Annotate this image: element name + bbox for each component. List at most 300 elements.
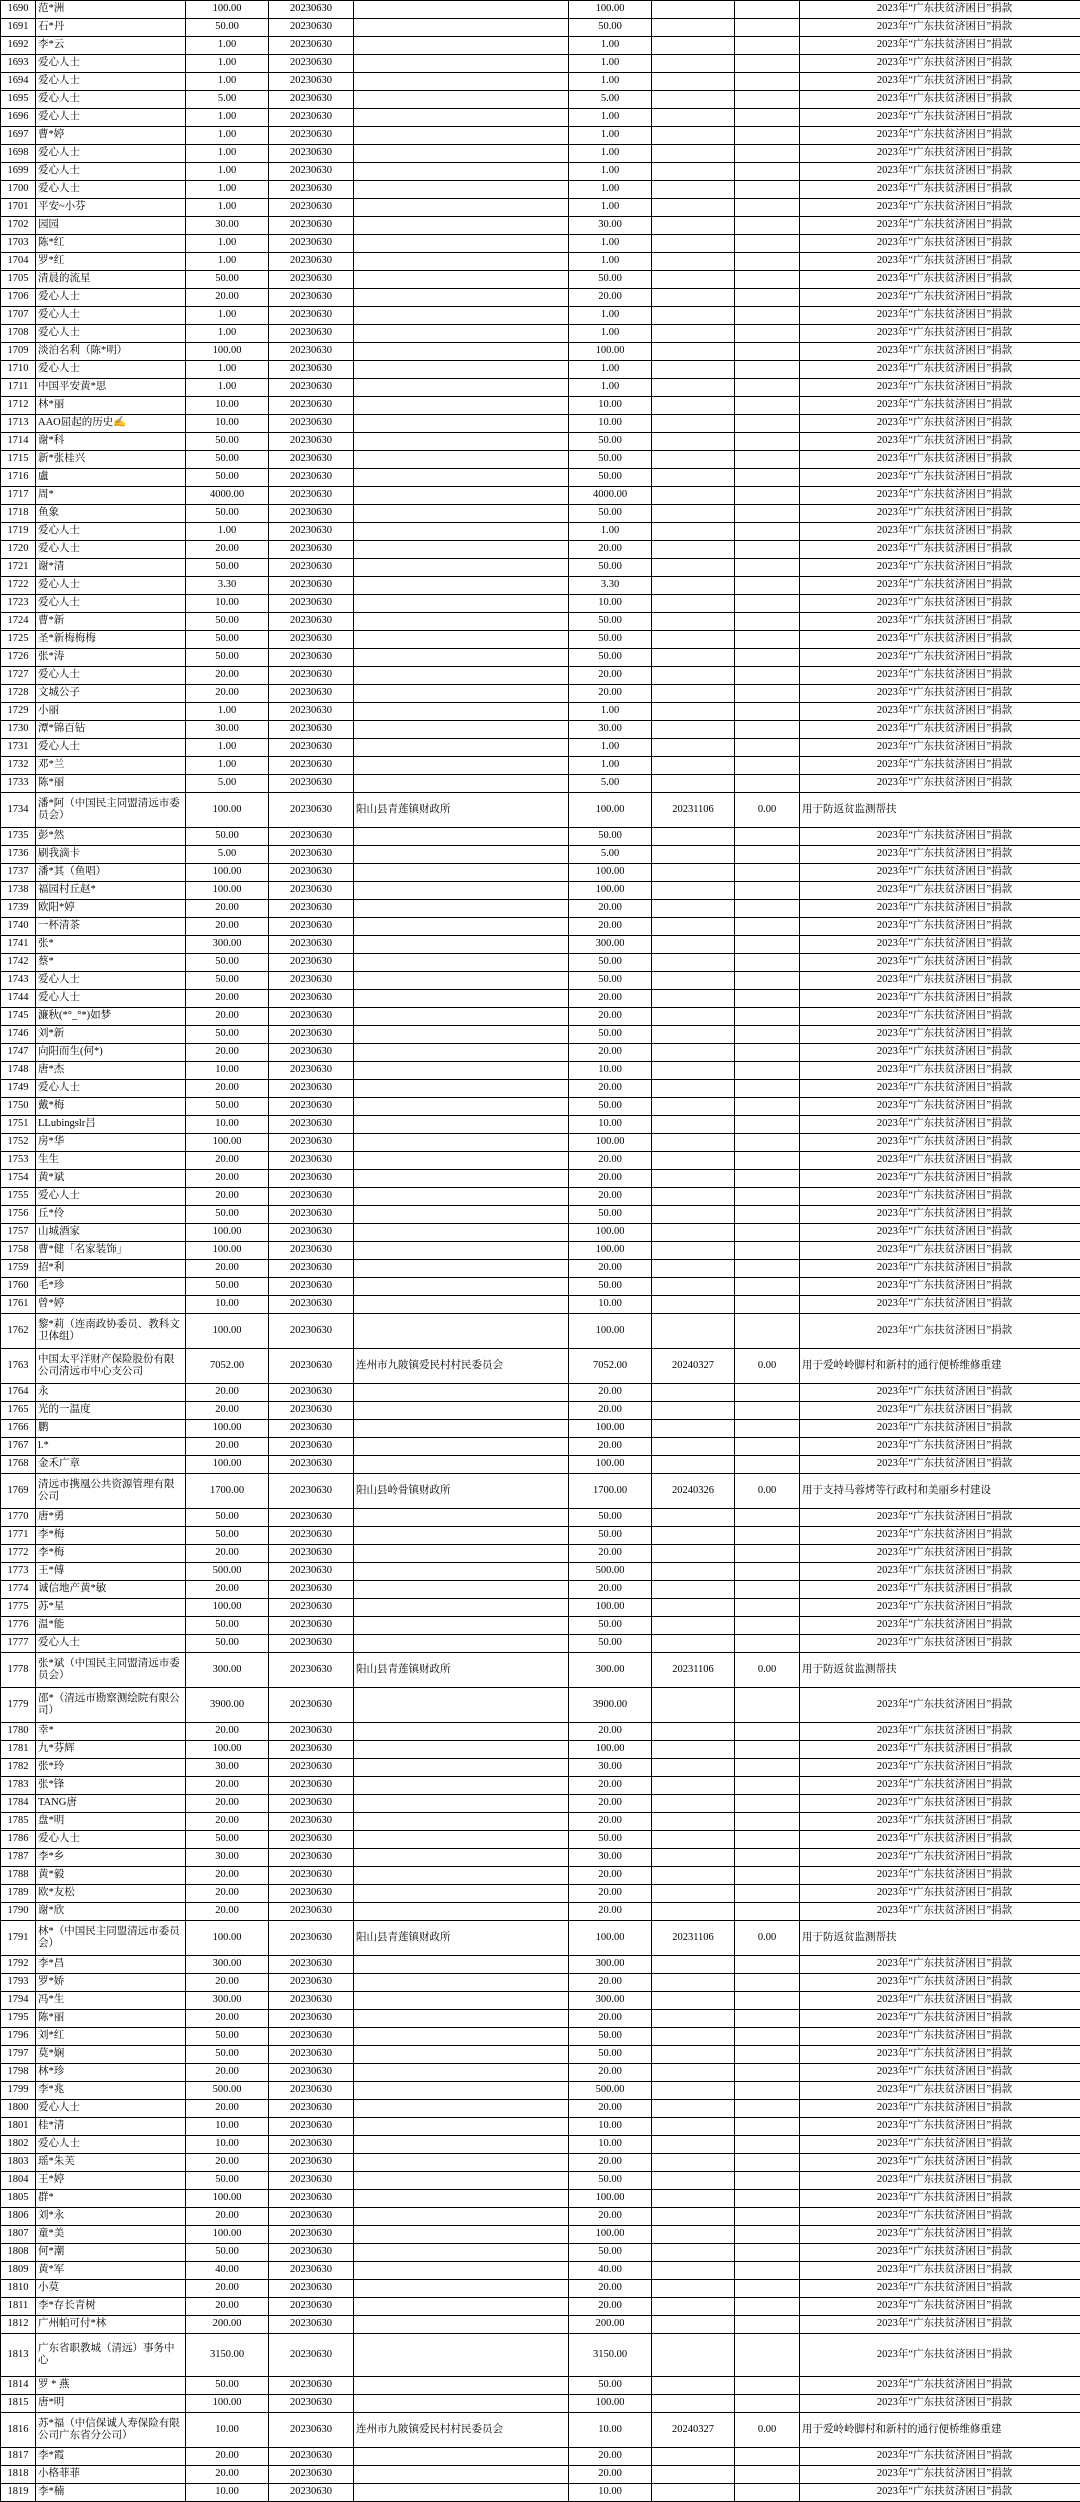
donation-amount: 50.00 (186, 649, 269, 667)
disbursed-date (652, 882, 735, 900)
disbursed-amount: 20.00 (569, 1188, 652, 1206)
purpose: 2023年“广东扶贫济困日”捐款 (800, 2484, 1080, 2502)
recipient-org: 连州市九陂镇爱民村村民委员会 (354, 2413, 569, 2448)
row-index: 1703 (1, 235, 36, 253)
disbursed-amount: 10.00 (569, 1062, 652, 1080)
recipient-org (354, 2028, 569, 2046)
donation-date: 20230630 (269, 1831, 354, 1849)
disbursed-date (652, 91, 735, 109)
donor-name: 罗*红 (36, 253, 186, 271)
donation-date: 20230630 (269, 1170, 354, 1188)
donor-name: 邵*（清远市勘察测绘院有限公司） (36, 1688, 186, 1723)
donation-amount: 100.00 (186, 1741, 269, 1759)
disbursed-amount: 1.00 (569, 325, 652, 343)
disbursed-amount: 1.00 (569, 55, 652, 73)
recipient-org (354, 1384, 569, 1402)
recipient-org (354, 757, 569, 775)
row-index: 1759 (1, 1260, 36, 1278)
donor-name: 爱心人士 (36, 1188, 186, 1206)
donation-amount: 10.00 (186, 595, 269, 613)
donor-name: 唐*杰 (36, 1062, 186, 1080)
row-index: 1782 (1, 1759, 36, 1777)
disbursed-amount: 20.00 (569, 1885, 652, 1903)
donation-amount: 500.00 (186, 2082, 269, 2100)
donation-amount: 1.00 (186, 127, 269, 145)
donation-date: 20230630 (269, 1581, 354, 1599)
row-index: 1791 (1, 1921, 36, 1956)
disbursed-amount: 10.00 (569, 1116, 652, 1134)
table-row (1, 2028, 1080, 2046)
balance (735, 2154, 800, 2172)
disbursed-date (652, 109, 735, 127)
table-row (1, 2100, 1080, 2118)
recipient-org (354, 2154, 569, 2172)
donation-date: 20230630 (269, 1653, 354, 1688)
row-index: 1737 (1, 864, 36, 882)
balance (735, 559, 800, 577)
purpose: 用于防返贫监测帮扶 (800, 793, 1080, 828)
disbursed-date (652, 235, 735, 253)
table-row (1, 523, 1080, 541)
purpose: 2023年“广东扶贫济困日”捐款 (800, 595, 1080, 613)
row-index: 1781 (1, 1741, 36, 1759)
donation-amount: 50.00 (186, 1527, 269, 1545)
disbursed-amount: 10.00 (569, 2136, 652, 2154)
disbursed-date (652, 1224, 735, 1242)
donation-date: 20230630 (269, 2208, 354, 2226)
donation-date: 20230630 (269, 1116, 354, 1134)
purpose: 2023年“广东扶贫济困日”捐款 (800, 559, 1080, 577)
purpose: 2023年“广东扶贫济困日”捐款 (800, 1242, 1080, 1260)
balance (735, 1224, 800, 1242)
disbursed-date (652, 2262, 735, 2280)
disbursed-date (652, 19, 735, 37)
balance (735, 253, 800, 271)
disbursed-amount: 50.00 (569, 2244, 652, 2262)
donor-name: 张*斌（中国民主同盟清远市委员会） (36, 1653, 186, 1688)
donation-date: 20230630 (269, 73, 354, 91)
disbursed-date (652, 1420, 735, 1438)
donation-amount: 50.00 (186, 631, 269, 649)
purpose: 2023年“广东扶贫济困日”捐款 (800, 1008, 1080, 1026)
table-row (1, 703, 1080, 721)
disbursed-date (652, 1044, 735, 1062)
donor-name: 爱心人士 (36, 2100, 186, 2118)
disbursed-date (652, 1152, 735, 1170)
row-index: 1761 (1, 1296, 36, 1314)
table-row (1, 2046, 1080, 2064)
donor-name: 谢*清 (36, 559, 186, 577)
disbursed-date (652, 1903, 735, 1921)
recipient-org (354, 1635, 569, 1653)
purpose: 2023年“广东扶贫济困日”捐款 (800, 2028, 1080, 2046)
recipient-org (354, 2262, 569, 2280)
recipient-org (354, 2334, 569, 2377)
disbursed-date (652, 1278, 735, 1296)
disbursed-date (652, 1134, 735, 1152)
balance (735, 1741, 800, 1759)
donation-date: 20230630 (269, 1527, 354, 1545)
purpose: 2023年“广东扶贫济困日”捐款 (800, 109, 1080, 127)
row-index: 1780 (1, 1723, 36, 1741)
row-index: 1757 (1, 1224, 36, 1242)
table-row (1, 2334, 1080, 2377)
recipient-org (354, 667, 569, 685)
donation-date: 20230630 (269, 1206, 354, 1224)
donation-date: 20230630 (269, 882, 354, 900)
balance (735, 415, 800, 433)
balance (735, 2028, 800, 2046)
disbursed-amount: 300.00 (569, 1956, 652, 1974)
purpose: 2023年“广东扶贫济困日”捐款 (800, 1723, 1080, 1741)
row-index: 1813 (1, 2334, 36, 2377)
purpose: 用于爱岭岭脚村和新村的通行便桥维修重建 (800, 2413, 1080, 2448)
donation-amount: 5.00 (186, 846, 269, 864)
disbursed-date (652, 2280, 735, 2298)
disbursed-amount: 1.00 (569, 757, 652, 775)
disbursed-amount: 20.00 (569, 1867, 652, 1885)
donor-name: 爱心人士 (36, 541, 186, 559)
balance (735, 325, 800, 343)
recipient-org (354, 433, 569, 451)
donation-amount: 200.00 (186, 2316, 269, 2334)
row-index: 1819 (1, 2484, 36, 2502)
disbursed-amount: 100.00 (569, 1314, 652, 1349)
donation-amount: 10.00 (186, 2484, 269, 2502)
disbursed-date (652, 954, 735, 972)
row-index: 1767 (1, 1438, 36, 1456)
donation-date: 20230630 (269, 1885, 354, 1903)
table-row (1, 2466, 1080, 2484)
donation-date: 20230630 (269, 990, 354, 1008)
recipient-org (354, 253, 569, 271)
donation-amount: 50.00 (186, 954, 269, 972)
recipient-org (354, 145, 569, 163)
disbursed-date (652, 1777, 735, 1795)
recipient-org (354, 990, 569, 1008)
row-index: 1700 (1, 181, 36, 199)
table-row (1, 1849, 1080, 1867)
row-index: 1736 (1, 846, 36, 864)
disbursed-date (652, 1974, 735, 1992)
recipient-org (354, 613, 569, 631)
balance (735, 1867, 800, 1885)
recipient-org (354, 505, 569, 523)
table-row (1, 2484, 1080, 2502)
donation-amount: 10.00 (186, 415, 269, 433)
balance (735, 2377, 800, 2395)
recipient-org (354, 2466, 569, 2484)
purpose: 2023年“广东扶贫济困日”捐款 (800, 2046, 1080, 2064)
recipient-org (354, 1098, 569, 1116)
donation-amount: 1.00 (186, 703, 269, 721)
balance (735, 2226, 800, 2244)
purpose: 2023年“广东扶贫济困日”捐款 (800, 1581, 1080, 1599)
donor-name: 范*洲 (36, 1, 186, 19)
balance (735, 1384, 800, 1402)
table-row (1, 1260, 1080, 1278)
purpose: 2023年“广东扶贫济困日”捐款 (800, 2172, 1080, 2190)
purpose: 2023年“广东扶贫济困日”捐款 (800, 1420, 1080, 1438)
donor-name: 招*利 (36, 1260, 186, 1278)
donation-amount: 20.00 (186, 1974, 269, 1992)
balance (735, 936, 800, 954)
disbursed-amount: 30.00 (569, 1759, 652, 1777)
donor-name: 李*梅 (36, 1545, 186, 1563)
recipient-org: 阳山县岭骨镇财政所 (354, 1474, 569, 1509)
table-row (1, 757, 1080, 775)
balance (735, 1509, 800, 1527)
disbursed-amount: 20.00 (569, 1974, 652, 1992)
disbursed-amount: 20.00 (569, 1795, 652, 1813)
donation-amount: 5.00 (186, 775, 269, 793)
balance (735, 109, 800, 127)
donation-amount: 1.00 (186, 163, 269, 181)
disbursed-amount: 50.00 (569, 1206, 652, 1224)
donor-name: 谢*欣 (36, 1903, 186, 1921)
table-row (1, 2226, 1080, 2244)
donation-amount: 20.00 (186, 2280, 269, 2298)
donor-name: 盘*明 (36, 1813, 186, 1831)
row-index: 1713 (1, 415, 36, 433)
recipient-org (354, 864, 569, 882)
table-row (1, 559, 1080, 577)
disbursed-amount: 50.00 (569, 2172, 652, 2190)
disbursed-date (652, 2028, 735, 2046)
disbursed-date (652, 1260, 735, 1278)
disbursed-amount: 1.00 (569, 361, 652, 379)
donation-amount: 20.00 (186, 1885, 269, 1903)
donation-date: 20230630 (269, 1795, 354, 1813)
donation-amount: 100.00 (186, 1921, 269, 1956)
donation-date: 20230630 (269, 1903, 354, 1921)
donation-date: 20230630 (269, 1296, 354, 1314)
donation-amount: 50.00 (186, 2028, 269, 2046)
disbursed-date: 20231106 (652, 793, 735, 828)
table-row (1, 1635, 1080, 1653)
row-index: 1796 (1, 2028, 36, 2046)
disbursed-date (652, 1206, 735, 1224)
donation-date: 20230630 (269, 451, 354, 469)
table-row (1, 739, 1080, 757)
donation-amount: 50.00 (186, 451, 269, 469)
disbursed-date (652, 2298, 735, 2316)
donation-amount: 20.00 (186, 667, 269, 685)
purpose: 2023年“广东扶贫济困日”捐款 (800, 1563, 1080, 1581)
disbursed-date (652, 1438, 735, 1456)
disbursed-amount: 50.00 (569, 271, 652, 289)
purpose: 2023年“广东扶贫济困日”捐款 (800, 433, 1080, 451)
donor-name: 爱心人士 (36, 307, 186, 325)
disbursed-amount: 300.00 (569, 936, 652, 954)
donation-amount: 20.00 (186, 1777, 269, 1795)
donation-amount: 300.00 (186, 936, 269, 954)
purpose: 2023年“广东扶贫济困日”捐款 (800, 1188, 1080, 1206)
disbursed-amount: 20.00 (569, 1080, 652, 1098)
disbursed-date (652, 1759, 735, 1777)
donor-name: 小莫 (36, 2280, 186, 2298)
row-index: 1817 (1, 2448, 36, 2466)
donation-date: 20230630 (269, 2334, 354, 2377)
disbursed-amount: 1.00 (569, 307, 652, 325)
disbursed-date (652, 2046, 735, 2064)
donation-amount: 20.00 (186, 1795, 269, 1813)
donor-name: 李*楠 (36, 2484, 186, 2502)
table-row (1, 1420, 1080, 1438)
donation-amount: 50.00 (186, 828, 269, 846)
row-index: 1778 (1, 1653, 36, 1688)
purpose: 2023年“广东扶贫济困日”捐款 (800, 397, 1080, 415)
table-row (1, 1653, 1080, 1688)
balance (735, 451, 800, 469)
donation-amount: 10.00 (186, 1062, 269, 1080)
balance (735, 1635, 800, 1653)
donation-amount: 10.00 (186, 2136, 269, 2154)
donation-amount: 3900.00 (186, 1688, 269, 1723)
disbursed-amount: 30.00 (569, 217, 652, 235)
balance: 0.00 (735, 793, 800, 828)
recipient-org (354, 577, 569, 595)
disbursed-amount: 300.00 (569, 1992, 652, 2010)
donor-name: 曹*健「名家装饰」 (36, 1242, 186, 1260)
balance (735, 289, 800, 307)
purpose: 2023年“广东扶贫济困日”捐款 (800, 1, 1080, 19)
table-row (1, 1599, 1080, 1617)
donation-amount: 20.00 (186, 1044, 269, 1062)
table-row (1, 1777, 1080, 1795)
donation-date: 20230630 (269, 793, 354, 828)
recipient-org (354, 1777, 569, 1795)
donor-name: 爱心人士 (36, 990, 186, 1008)
disbursed-amount: 1.00 (569, 37, 652, 55)
disbursed-amount: 5.00 (569, 775, 652, 793)
disbursed-amount: 100.00 (569, 1224, 652, 1242)
donor-name: 蔡* (36, 954, 186, 972)
balance (735, 1581, 800, 1599)
donor-name: 鹏 (36, 1420, 186, 1438)
donation-amount: 20.00 (186, 1260, 269, 1278)
table-row (1, 217, 1080, 235)
purpose: 2023年“广东扶贫济困日”捐款 (800, 2262, 1080, 2280)
row-index: 1808 (1, 2244, 36, 2262)
recipient-org (354, 1008, 569, 1026)
donation-date: 20230630 (269, 2118, 354, 2136)
disbursed-date (652, 1527, 735, 1545)
recipient-org (354, 163, 569, 181)
disbursed-amount: 100.00 (569, 882, 652, 900)
disbursed-date (652, 1599, 735, 1617)
balance (735, 2484, 800, 2502)
disbursed-amount: 20.00 (569, 900, 652, 918)
donation-date: 20230630 (269, 145, 354, 163)
donor-name: 平安~小芬 (36, 199, 186, 217)
recipient-org (354, 1170, 569, 1188)
donor-name: 新*张桂兴 (36, 451, 186, 469)
row-index: 1811 (1, 2298, 36, 2316)
disbursed-amount: 20.00 (569, 2280, 652, 2298)
recipient-org (354, 1867, 569, 1885)
disbursed-date (652, 918, 735, 936)
table-row (1, 1384, 1080, 1402)
disbursed-amount: 20.00 (569, 1260, 652, 1278)
recipient-org (354, 2118, 569, 2136)
row-index: 1800 (1, 2100, 36, 2118)
table-row (1, 2172, 1080, 2190)
row-index: 1799 (1, 2082, 36, 2100)
disbursed-amount: 50.00 (569, 1026, 652, 1044)
donor-name: 谢*科 (36, 433, 186, 451)
disbursed-date (652, 1688, 735, 1723)
purpose: 用于支持马蓉烤等行政村和美丽乡村建设 (800, 1474, 1080, 1509)
row-index: 1741 (1, 936, 36, 954)
recipient-org (354, 2316, 569, 2334)
row-index: 1747 (1, 1044, 36, 1062)
table-row (1, 1026, 1080, 1044)
table-row (1, 1688, 1080, 1723)
table-row (1, 2413, 1080, 2448)
table-row (1, 775, 1080, 793)
balance (735, 1563, 800, 1581)
donation-amount: 10.00 (186, 1116, 269, 1134)
donation-date: 20230630 (269, 1384, 354, 1402)
donation-date: 20230630 (269, 2262, 354, 2280)
donation-date: 20230630 (269, 2298, 354, 2316)
row-index: 1798 (1, 2064, 36, 2082)
purpose: 2023年“广东扶贫济困日”捐款 (800, 1617, 1080, 1635)
disbursed-date (652, 1509, 735, 1527)
donation-date: 20230630 (269, 703, 354, 721)
table-row (1, 1527, 1080, 1545)
donation-amount: 20.00 (186, 1581, 269, 1599)
disbursed-date (652, 1563, 735, 1581)
recipient-org (354, 1242, 569, 1260)
table-row (1, 918, 1080, 936)
donor-name: 中国平安黄*思 (36, 379, 186, 397)
recipient-org (354, 1026, 569, 1044)
disbursed-amount: 1.00 (569, 235, 652, 253)
donation-amount: 1.00 (186, 199, 269, 217)
purpose: 2023年“广东扶贫济困日”捐款 (800, 2082, 1080, 2100)
table-row (1, 631, 1080, 649)
table-row (1, 936, 1080, 954)
donor-name: 潘*其（鱼唱） (36, 864, 186, 882)
disbursed-amount: 20.00 (569, 1402, 652, 1420)
purpose: 2023年“广东扶贫济困日”捐款 (800, 990, 1080, 1008)
table-row (1, 2010, 1080, 2028)
table-row (1, 1759, 1080, 1777)
row-index: 1765 (1, 1402, 36, 1420)
donation-date: 20230630 (269, 2395, 354, 2413)
donor-name: l.* (36, 1438, 186, 1456)
purpose: 2023年“广东扶贫济困日”捐款 (800, 1741, 1080, 1759)
purpose: 2023年“广东扶贫济困日”捐款 (800, 1314, 1080, 1349)
donation-amount: 10.00 (186, 2118, 269, 2136)
row-index: 1795 (1, 2010, 36, 2028)
balance (735, 846, 800, 864)
donor-name: 黄*军 (36, 2262, 186, 2280)
balance (735, 2190, 800, 2208)
row-index: 1690 (1, 1, 36, 19)
row-index: 1724 (1, 613, 36, 631)
disbursed-amount: 7052.00 (569, 1349, 652, 1384)
row-index: 1809 (1, 2262, 36, 2280)
disbursed-date (652, 2316, 735, 2334)
row-index: 1815 (1, 2395, 36, 2413)
donor-name: 何*潮 (36, 2244, 186, 2262)
purpose: 2023年“广东扶贫济困日”捐款 (800, 91, 1080, 109)
table-row (1, 307, 1080, 325)
donation-date: 20230630 (269, 2010, 354, 2028)
